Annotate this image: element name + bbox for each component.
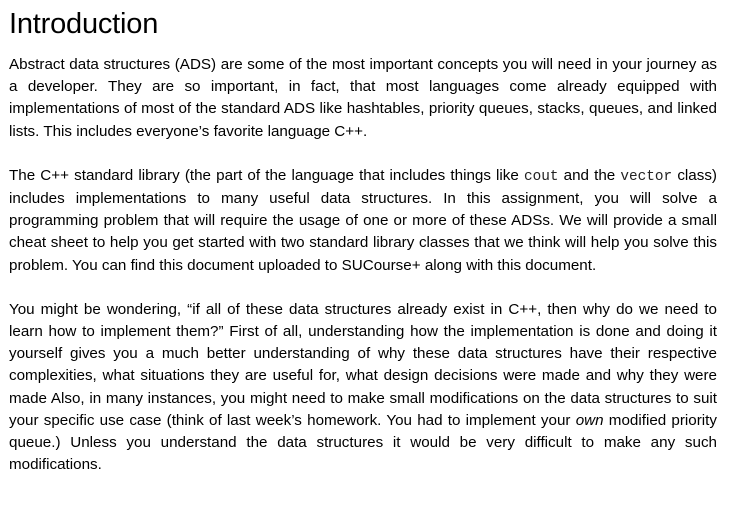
paragraph-standard-library (9, 165, 717, 277)
paragraph-why-implement (9, 299, 717, 477)
emphasis-own: own (575, 411, 604, 429)
paragraph-text: You might be wondering, “if all of these data structures already exist in C++, then why do we need to learn how to implement them?” First of all, understanding how the implementation is done and doing it yourself gives you a much better understanding of why these data structures have their respective complexities, what situations they are useful for, what design decisions were made and why they were made Also, in many instances, you might need to make small modifications on the data structures to suit your specific use case (think of last week’s homework. You had to implement your (9, 300, 717, 429)
page-title: Introduction (9, 8, 159, 40)
document-page (9, 6, 717, 476)
paragraph-text: class) includes implementations to many useful data structures. In this assignment, you will solve a programming problem that will require the usage of one or more of these ADSs. We will provide a small cheat sheet to help you get started with two standard library classes that we think will help you solve this problem. You can find this document uploaded to SUCourse+ along with this document. (9, 166, 717, 274)
inline-code-cout: cout (523, 168, 559, 185)
inline-code-vector: vector (620, 168, 673, 185)
paragraph-text: and the (558, 166, 621, 184)
paragraph-text: modified priority queue.) Unless you understand the data structures it would be very difficult to make any such modifications. (9, 411, 717, 474)
paragraph-text: The C++ standard library (the part of the language that includes things like (9, 166, 524, 184)
paragraph-ads-intro: Abstract data structures (ADS) are some of the most important concepts you will need in your journey as a developer. They are so important, in fact, that most languages come already equipped with implementations of most of the standard ADS like hashtables, priority queues, stacks, queues, and linked lists. This includes everyone’s favorite language C++. (9, 56, 717, 140)
